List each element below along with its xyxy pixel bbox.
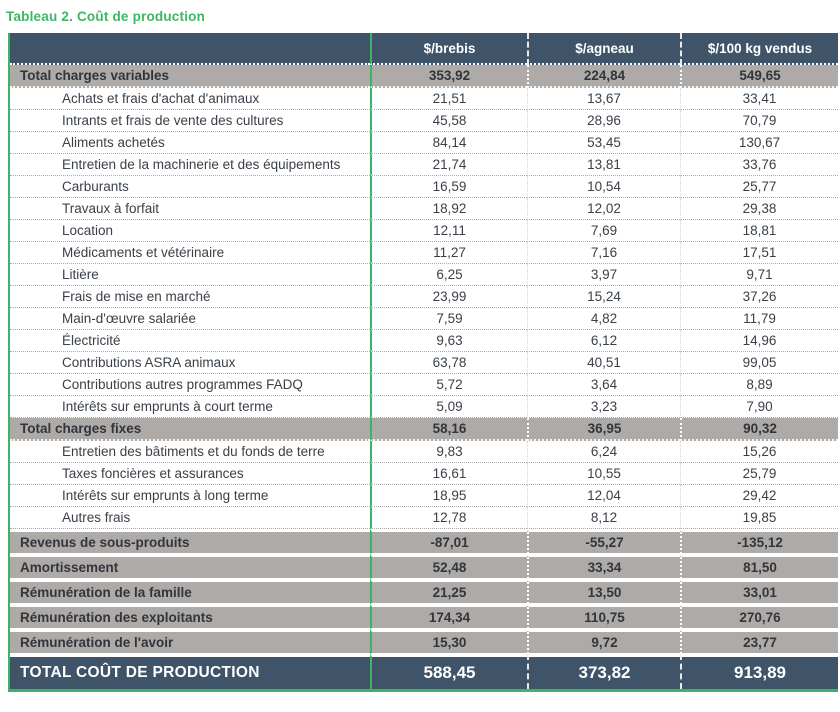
- row-label: Médicaments et vétérinaire: [10, 242, 370, 264]
- row-value: 7,16: [527, 242, 680, 264]
- row-value: 15,30: [370, 629, 527, 654]
- row-value: 11,27: [370, 242, 527, 264]
- row-value: 15,26: [680, 441, 838, 463]
- row-value: 3,64: [527, 374, 680, 396]
- row-value: 13,50: [527, 579, 680, 604]
- row-value: 33,34: [527, 554, 680, 579]
- row-value: 224,84: [527, 65, 680, 88]
- row-value: 23,77: [680, 629, 838, 654]
- row-value: 913,89: [680, 654, 838, 689]
- table-row: [10, 154, 838, 176]
- row-label: Frais de mise en marché: [10, 286, 370, 308]
- row-label: Revenus de sous-produits: [10, 529, 370, 554]
- row-value: 12,78: [370, 507, 527, 529]
- table-row: [10, 529, 838, 554]
- row-label: TOTAL COÛT DE PRODUCTION: [10, 654, 370, 689]
- table-row: [10, 198, 838, 220]
- row-value: 63,78: [370, 352, 527, 374]
- row-value: 6,12: [527, 330, 680, 352]
- row-label: Location: [10, 220, 370, 242]
- row-value: 18,81: [680, 220, 838, 242]
- row-value: 58,16: [370, 418, 527, 441]
- row-value: 45,58: [370, 110, 527, 132]
- table-row: [10, 507, 838, 529]
- table-row: [10, 88, 838, 110]
- row-value: 29,42: [680, 485, 838, 507]
- row-value: 174,34: [370, 604, 527, 629]
- row-label: Litière: [10, 264, 370, 286]
- table-header: [10, 33, 838, 65]
- row-value: 12,02: [527, 198, 680, 220]
- row-value: 7,59: [370, 308, 527, 330]
- row-value: 588,45: [370, 654, 527, 689]
- row-value: -55,27: [527, 529, 680, 554]
- table-row: [10, 441, 838, 463]
- row-value: 11,79: [680, 308, 838, 330]
- row-label: Taxes foncières et assurances: [10, 463, 370, 485]
- row-value: 3,97: [527, 264, 680, 286]
- row-value: 5,72: [370, 374, 527, 396]
- row-value: -135,12: [680, 529, 838, 554]
- row-value: 12,04: [527, 485, 680, 507]
- row-value: 12,11: [370, 220, 527, 242]
- table-row: [10, 65, 838, 88]
- row-value: 10,54: [527, 176, 680, 198]
- row-value: 5,09: [370, 396, 527, 418]
- row-value: 16,59: [370, 176, 527, 198]
- row-value: 7,90: [680, 396, 838, 418]
- table-row: [10, 604, 838, 629]
- table-body: [10, 65, 838, 689]
- row-value: 8,89: [680, 374, 838, 396]
- table-row: [10, 242, 838, 264]
- table-row: [10, 132, 838, 154]
- row-label: Intrants et frais de vente des cultures: [10, 110, 370, 132]
- row-value: 9,63: [370, 330, 527, 352]
- row-value: 36,95: [527, 418, 680, 441]
- row-value: 9,72: [527, 629, 680, 654]
- row-value: 549,65: [680, 65, 838, 88]
- row-value: 13,67: [527, 88, 680, 110]
- row-value: 52,48: [370, 554, 527, 579]
- row-value: 110,75: [527, 604, 680, 629]
- table-row: [10, 374, 838, 396]
- table-row: [10, 654, 838, 689]
- row-value: 81,50: [680, 554, 838, 579]
- row-value: 9,83: [370, 441, 527, 463]
- row-value: 13,81: [527, 154, 680, 176]
- row-label: Intérêts sur emprunts à long terme: [10, 485, 370, 507]
- row-value: 53,45: [527, 132, 680, 154]
- table-row: [10, 396, 838, 418]
- row-value: 7,69: [527, 220, 680, 242]
- header-col-brebis: $/brebis: [370, 33, 527, 65]
- row-value: 33,76: [680, 154, 838, 176]
- row-value: 21,25: [370, 579, 527, 604]
- row-value: 33,41: [680, 88, 838, 110]
- row-label: Carburants: [10, 176, 370, 198]
- table-row: [10, 463, 838, 485]
- row-value: 25,77: [680, 176, 838, 198]
- row-value: 14,96: [680, 330, 838, 352]
- table-row: [10, 352, 838, 374]
- table-row: [10, 220, 838, 242]
- row-label: Travaux à forfait: [10, 198, 370, 220]
- row-value: 3,23: [527, 396, 680, 418]
- row-value: 270,76: [680, 604, 838, 629]
- row-value: 23,99: [370, 286, 527, 308]
- row-value: 28,96: [527, 110, 680, 132]
- row-value: 90,32: [680, 418, 838, 441]
- row-label: Total charges fixes: [10, 418, 370, 441]
- header-row: [10, 33, 838, 65]
- row-value: 8,12: [527, 507, 680, 529]
- row-value: 18,92: [370, 198, 527, 220]
- row-value: 17,51: [680, 242, 838, 264]
- table-row: [10, 110, 838, 132]
- table-row: [10, 264, 838, 286]
- row-value: 373,82: [527, 654, 680, 689]
- row-label: Autres frais: [10, 507, 370, 529]
- table-row: [10, 554, 838, 579]
- row-label: Contributions ASRA animaux: [10, 352, 370, 374]
- row-value: 29,38: [680, 198, 838, 220]
- row-value: 6,25: [370, 264, 527, 286]
- table-row: [10, 286, 838, 308]
- row-label: Rémunération des exploitants: [10, 604, 370, 629]
- row-label: Entretien des bâtiments et du fonds de terre: [10, 441, 370, 463]
- table-title: Tableau 2. Coût de production: [6, 9, 206, 24]
- row-label: Aliments achetés: [10, 132, 370, 154]
- row-label: Contributions autres programmes FADQ: [10, 374, 370, 396]
- row-value: 21,74: [370, 154, 527, 176]
- table-row: [10, 330, 838, 352]
- row-value: -87,01: [370, 529, 527, 554]
- table-row: [10, 629, 838, 654]
- row-label: Intérêts sur emprunts à court terme: [10, 396, 370, 418]
- header-empty-cell: [10, 33, 370, 65]
- table-row: [10, 308, 838, 330]
- header-col-100kg-vendus: $/100 kg vendus: [680, 33, 838, 65]
- row-value: 99,05: [680, 352, 838, 374]
- row-value: 6,24: [527, 441, 680, 463]
- row-label: Amortissement: [10, 554, 370, 579]
- row-label: Rémunération de l'avoir: [10, 629, 370, 654]
- row-value: 4,82: [527, 308, 680, 330]
- row-value: 19,85: [680, 507, 838, 529]
- row-label: Électricité: [10, 330, 370, 352]
- table-row: [10, 176, 838, 198]
- table-row: [10, 485, 838, 507]
- table-row: [10, 579, 838, 604]
- row-value: 353,92: [370, 65, 527, 88]
- row-value: 84,14: [370, 132, 527, 154]
- row-value: 130,67: [680, 132, 838, 154]
- header-col-agneau: $/agneau: [527, 33, 680, 65]
- row-value: 40,51: [527, 352, 680, 374]
- row-value: 37,26: [680, 286, 838, 308]
- row-label: Entretien de la machinerie et des équipements: [10, 154, 370, 176]
- row-value: 16,61: [370, 463, 527, 485]
- row-label: Total charges variables: [10, 65, 370, 88]
- row-value: 70,79: [680, 110, 838, 132]
- row-label: Achats et frais d'achat d'animaux: [10, 88, 370, 110]
- row-value: 18,95: [370, 485, 527, 507]
- row-label: Main-d'œuvre salariée: [10, 308, 370, 330]
- row-label: Rémunération de la famille: [10, 579, 370, 604]
- row-value: 33,01: [680, 579, 838, 604]
- row-value: 9,71: [680, 264, 838, 286]
- cost-table: [8, 33, 838, 692]
- row-value: 15,24: [527, 286, 680, 308]
- table-row: [10, 418, 838, 441]
- row-value: 21,51: [370, 88, 527, 110]
- row-value: 10,55: [527, 463, 680, 485]
- row-value: 25,79: [680, 463, 838, 485]
